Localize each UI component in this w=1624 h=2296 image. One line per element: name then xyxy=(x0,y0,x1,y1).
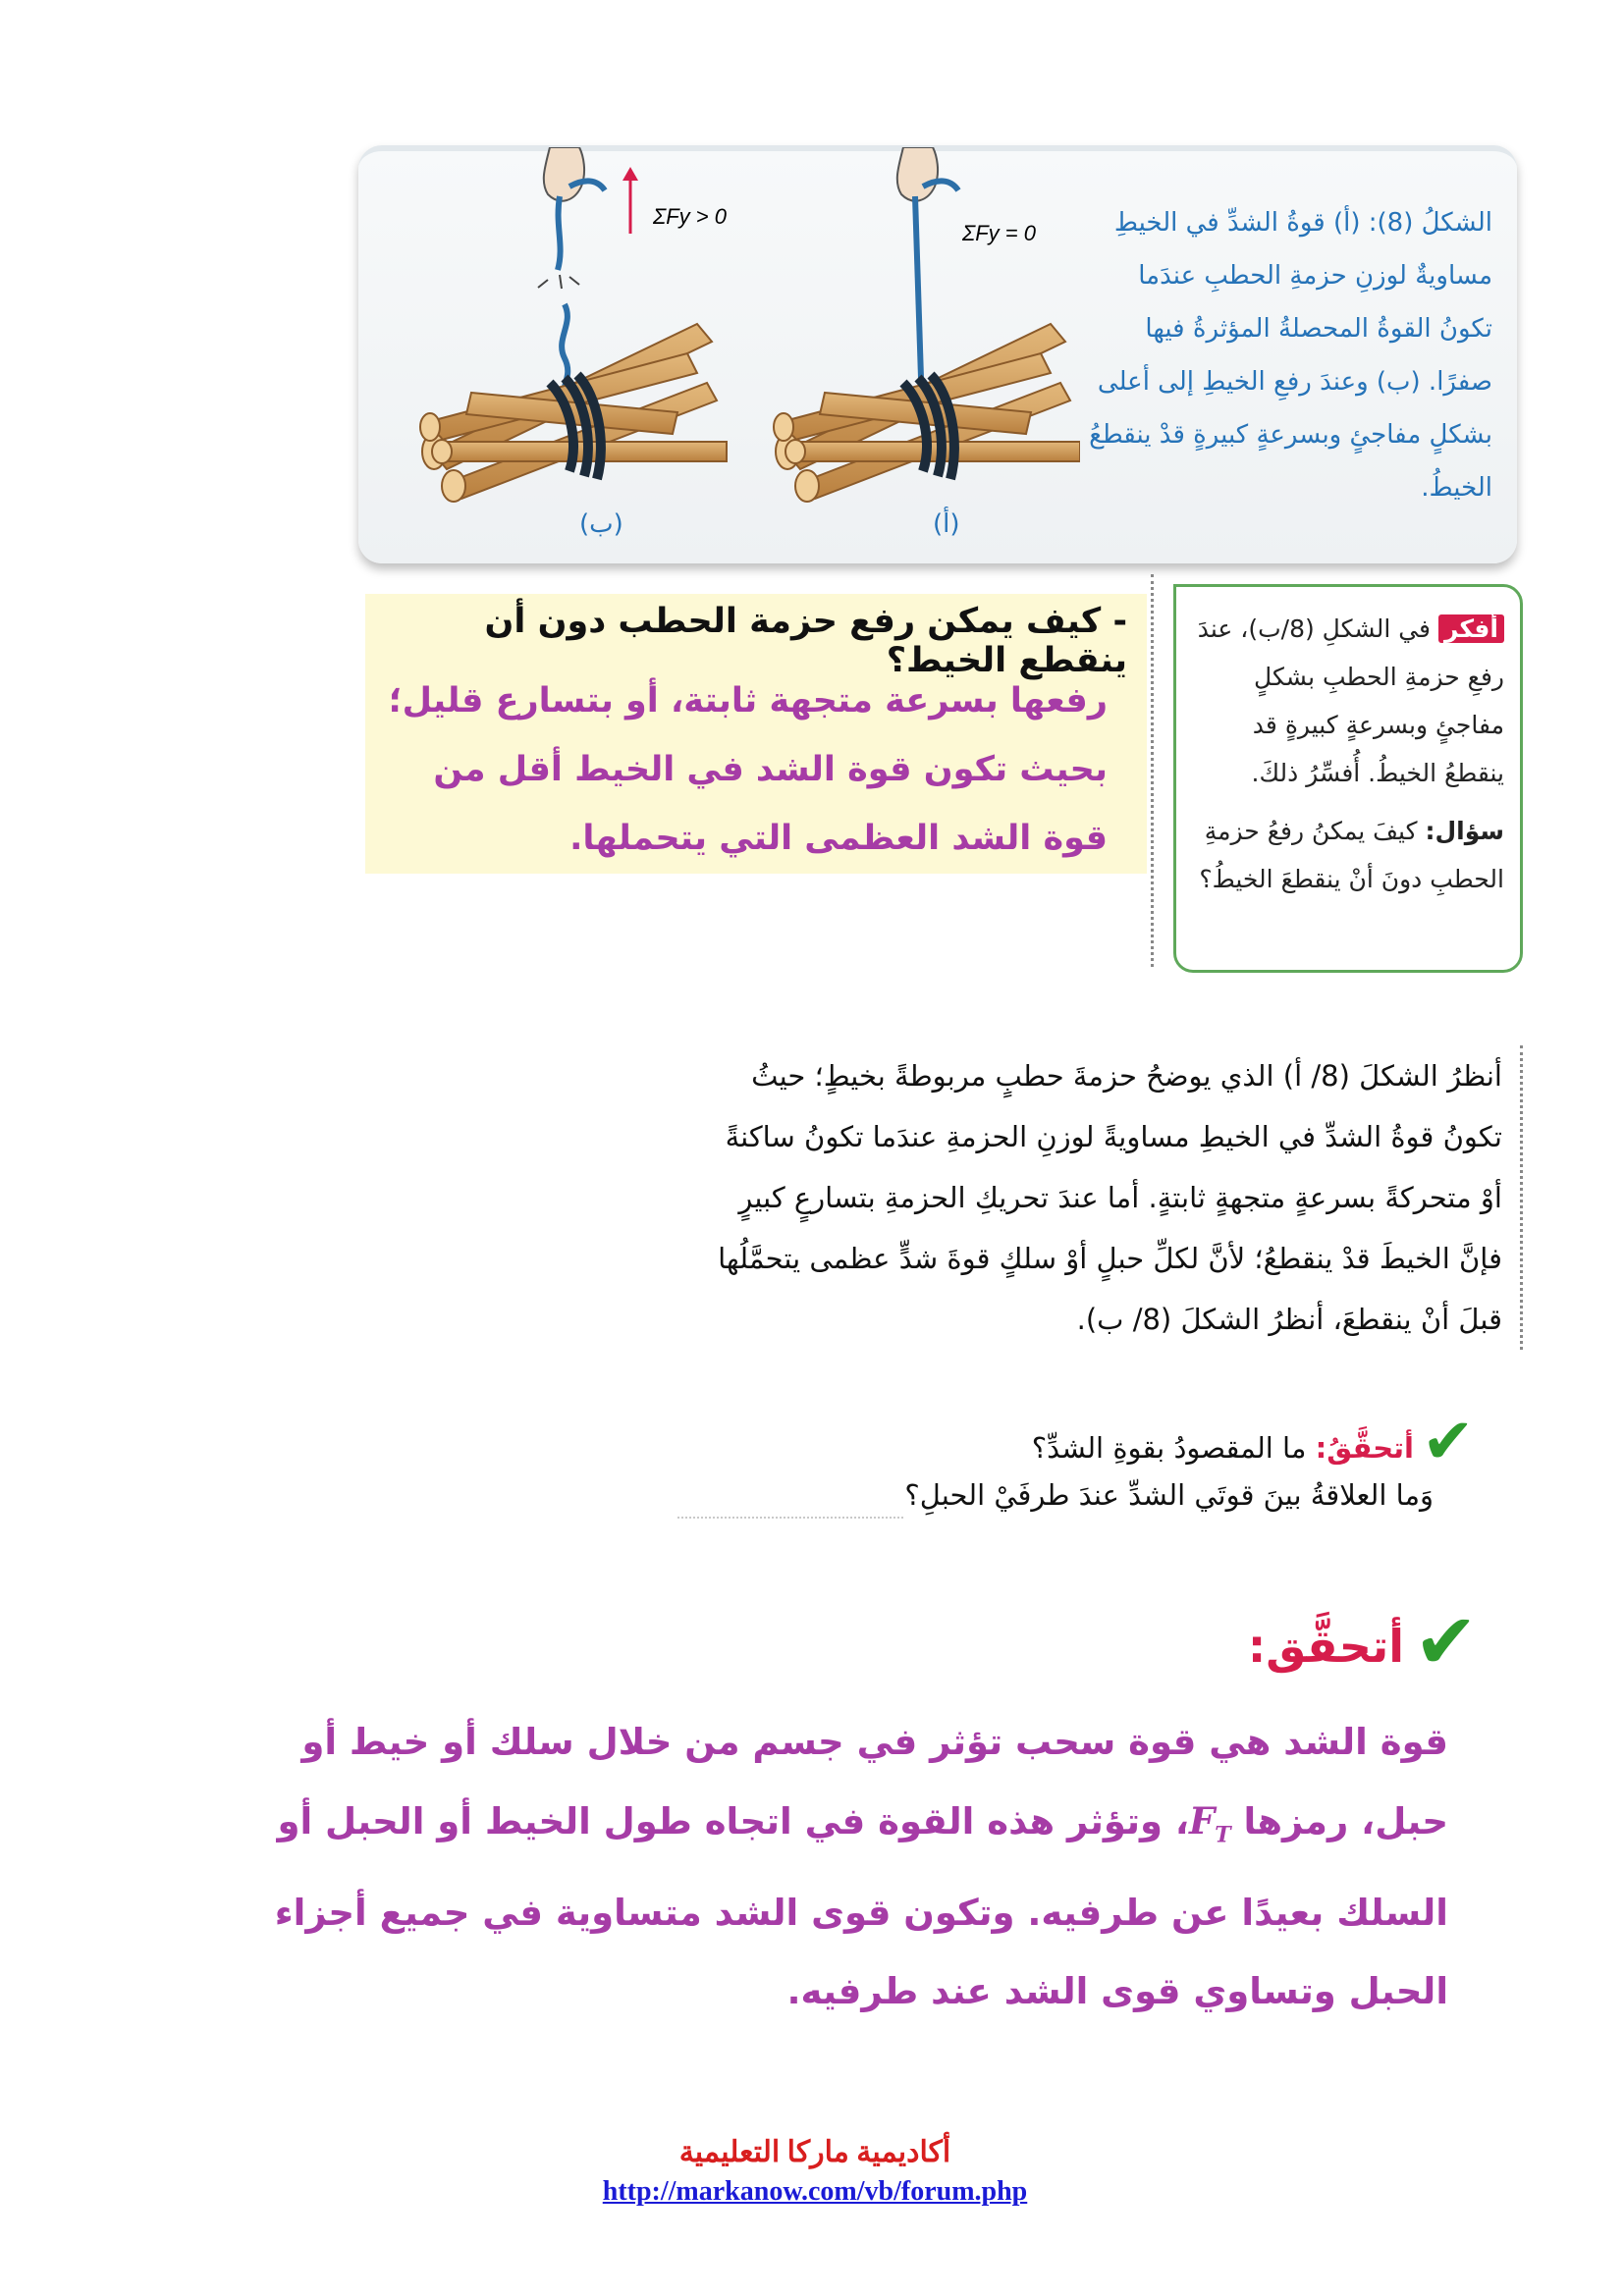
answer-text: رفعها بسرعة متجهة ثابتة، أو بتسارع قليل؛ بحيث تكون قوة الشد في الخيط أقل من قوة الشد العظمى التي يتحملها. xyxy=(388,681,1108,858)
bundle-a-illustration xyxy=(774,147,1080,539)
answer-line xyxy=(677,1517,903,1519)
think-content xyxy=(1190,605,1504,903)
think-box xyxy=(1173,584,1523,973)
figure-label-b: (ب) xyxy=(579,509,623,539)
check1-q1: ما المقصودُ بقوةِ الشدِّ؟ xyxy=(1031,1431,1307,1465)
figure-label-a: (أ) xyxy=(933,509,960,539)
check2-label: أتحقَّق: xyxy=(1247,1620,1404,1673)
think-question: كيفَ يمكنُ رفعُ حزمةِ الحطبِ دونَ أنْ ينقطعَ الخيطُ؟ xyxy=(1199,817,1504,893)
force-label-a: ΣFy = 0 xyxy=(962,221,1036,245)
question-label: سؤال: xyxy=(1425,817,1504,845)
check1-label: أتحقَّقُ: xyxy=(1315,1431,1414,1465)
think-tag: أفكر xyxy=(1438,614,1504,643)
figure-illustration xyxy=(373,147,1080,550)
bundle-b-illustration xyxy=(420,147,728,539)
answer-question: - كيف يمكن رفع حزمة الحطب دون أن ينقطع الخيط؟ xyxy=(484,602,1127,680)
column-divider xyxy=(1151,574,1154,967)
body-paragraph: أنظرُ الشكلَ (8/ أ) الذي يوضحُ حزمةَ حطبٍ مربوطةً بخيطٍ؛ حيثُ تكونُ قوةُ الشدِّ في الخيطِ مساويةً لوزنِ الحزمةِ عندَما تكونُ ساكنةً أوْ متحركةً بسرعةٍ متجهةٍ ثابتةٍ. أما عندَ تحريكِ الحزمةِ بتسارعٍ كبيرٍ فإنَّ الخيطَ قدْ ينقطعُ؛ لأنَّ لكلِّ حبلٍ أوْ سلكٍ قوةَ شدٍّ عظمى يتحمَّلُها قبلَ أنْ ينقطعَ، أنظرُ الشكلَ (8/ ب). xyxy=(717,1045,1523,1350)
force-label-b: ΣFy > 0 xyxy=(653,204,727,229)
check-icon: ✔ xyxy=(1422,1406,1475,1478)
check2-answer: قوة الشد هي قوة سحب تؤثر في جسم من خلال سلك أو خيط أو حبل، رمزها $F_T،$ وتؤثر هذه القوة في اتجاه طول الخيط أو الحبل أو السلك بعيدًا عن طرفيه. وتكون قوى الشد متساوية في جميع أجزاء الحبل وتساوي قوى الشد عند طرفيه. xyxy=(274,1721,1448,2013)
check1-question-1 xyxy=(962,1423,1414,1472)
check1-question-2: وَما العلاقةُ بينَ قوتَي الشدِّ عندَ طرفَيْ الحبلِ؟ xyxy=(904,1478,1434,1512)
footer-url-link[interactable]: http://markanow.com/vb/forum.php xyxy=(602,2176,1028,2207)
think-text: في الشكلِ (8/ب)، عندَ رفعِ حزمةِ الحطبِ بشكلٍ مفاجئٍ وبسرعةٍ كبيرةٍ قد ينقطعُ الخيطُ. أُفسِّرُ ذلكَ. xyxy=(1197,614,1504,787)
answer-box xyxy=(365,594,1147,874)
check2-answer-part2: وتؤثر هذه القوة في اتجاه طول الخيط أو الحبل أو السلك بعيدًا عن طرفيه. وتكون قوى الشد متساوية في جميع أجزاء الحبل وتساوي قوى الشد عند طرفيه. xyxy=(274,1800,1448,2013)
figure-caption: الشكلُ (8): (أ) قوةُ الشدِّ في الخيطِ مساويةٌ لوزنِ حزمةِ الحطبِ عندَما تكونُ القوةُ المحصلةُ المؤثرةُ فيها صفرًا. (ب) وعندَ رفعِ الخيطِ إلى أعلى بشكلٍ مفاجئٍ وبسرعةٍ كبيرةٍ قدْ ينقطعُ الخيطُ. xyxy=(1089,208,1492,503)
tension-symbol: $F_T$ xyxy=(1188,1799,1231,1848)
check2-answer-part1: قوة الشد هي قوة سحب تؤثر في جسم من خلال سلك أو خيط أو حبل، رمزها xyxy=(301,1721,1448,1842)
footer-academy-name: أكاديمية ماركا التعليمية xyxy=(678,2136,951,2168)
check-icon: ✔ xyxy=(1414,1598,1479,1686)
